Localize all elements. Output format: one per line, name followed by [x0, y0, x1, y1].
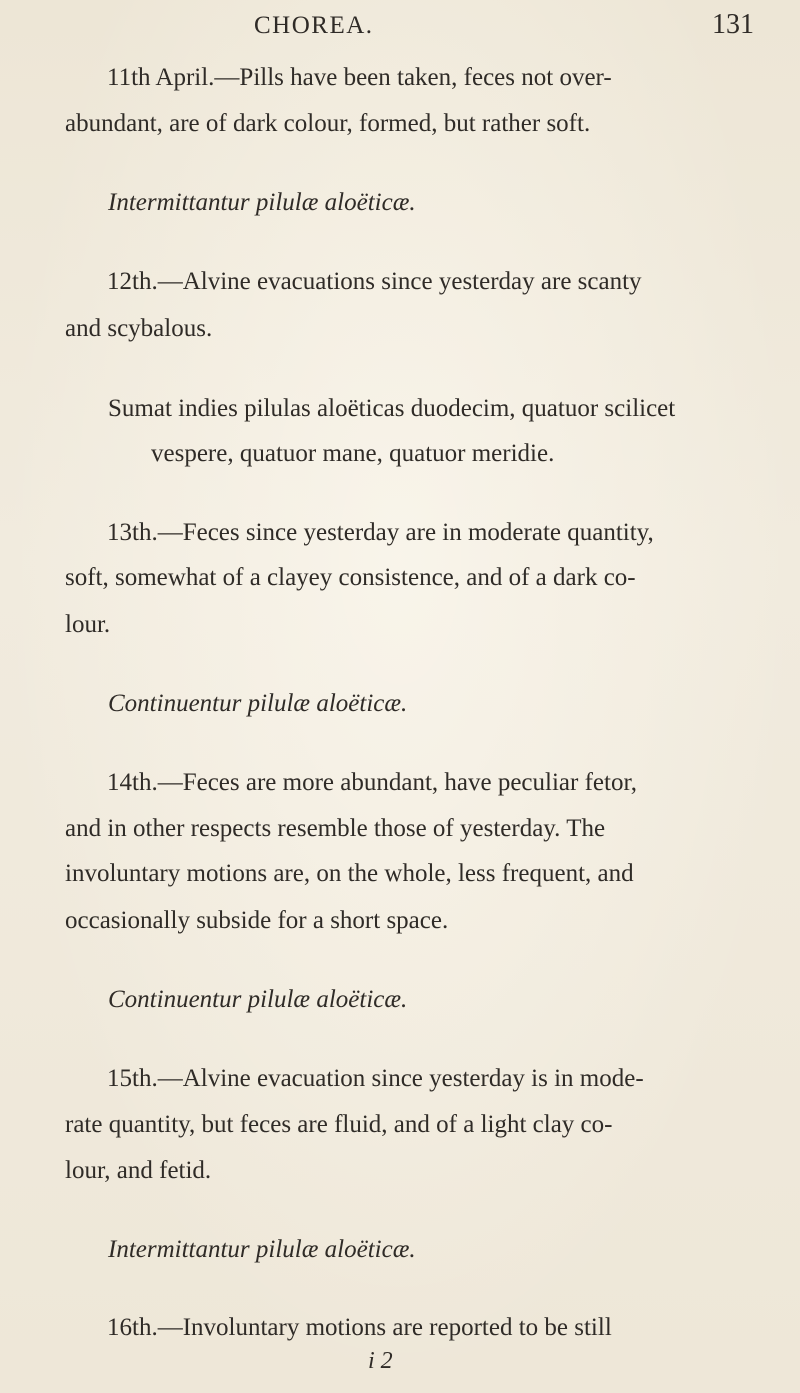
entry-15th-line-2: rate quantity, but feces are fluid, and of a light clay co-	[65, 1111, 613, 1138]
entry-11th-line-2: abundant, are of dark colour, formed, but rather soft.	[65, 110, 591, 137]
entry-13th-line-2: soft, somewhat of a clayey consistence, and of a dark co-	[65, 564, 636, 591]
signature-mark: i 2	[368, 1348, 393, 1374]
entry-15th-line-1: 15th.—Alvine evacuation since yesterday is in mode-	[107, 1065, 644, 1092]
prescription-1: Intermittantur pilulæ aloëticæ.	[108, 189, 416, 216]
prescription-3: Continuentur pilulæ aloëticæ.	[108, 690, 408, 717]
entry-13th-line-3: lour.	[65, 611, 111, 638]
entry-14th-line-1: 14th.—Feces are more abundant, have peculiar fetor,	[107, 769, 638, 796]
prescription-5: Intermittantur pilulæ aloëticæ.	[108, 1236, 416, 1263]
page-number: 131	[712, 9, 754, 40]
entry-13th-line-1: 13th.—Feces since yesterday are in moderate quantity,	[107, 519, 654, 546]
running-title: CHOREA.	[254, 12, 374, 39]
entry-14th-line-3: involuntary motions are, on the whole, less frequent, and	[65, 860, 634, 887]
prescription-4: Continuentur pilulæ aloëticæ.	[108, 986, 408, 1013]
prescription-2-line-2: vespere, quatuor mane, quatuor meridie.	[151, 440, 555, 467]
entry-11th-line-1: 11th April.—Pills have been taken, feces not over-	[107, 64, 612, 91]
entry-14th-line-4: occasionally subside for a short space.	[65, 907, 449, 934]
entry-16th-line-1: 16th.—Involuntary motions are reported to be still	[107, 1314, 612, 1341]
prescription-2-line-1: Sumat indies pilulas aloëticas duodecim, quatuor scilicet	[108, 395, 676, 422]
entry-12th-line-2: and scybalous.	[65, 315, 213, 342]
entry-14th-line-2: and in other respects resemble those of yesterday. The	[65, 815, 606, 842]
entry-12th-line-1: 12th.—Alvine evacuations since yesterday are scanty	[107, 268, 642, 295]
entry-15th-line-3: lour, and fetid.	[65, 1157, 212, 1184]
